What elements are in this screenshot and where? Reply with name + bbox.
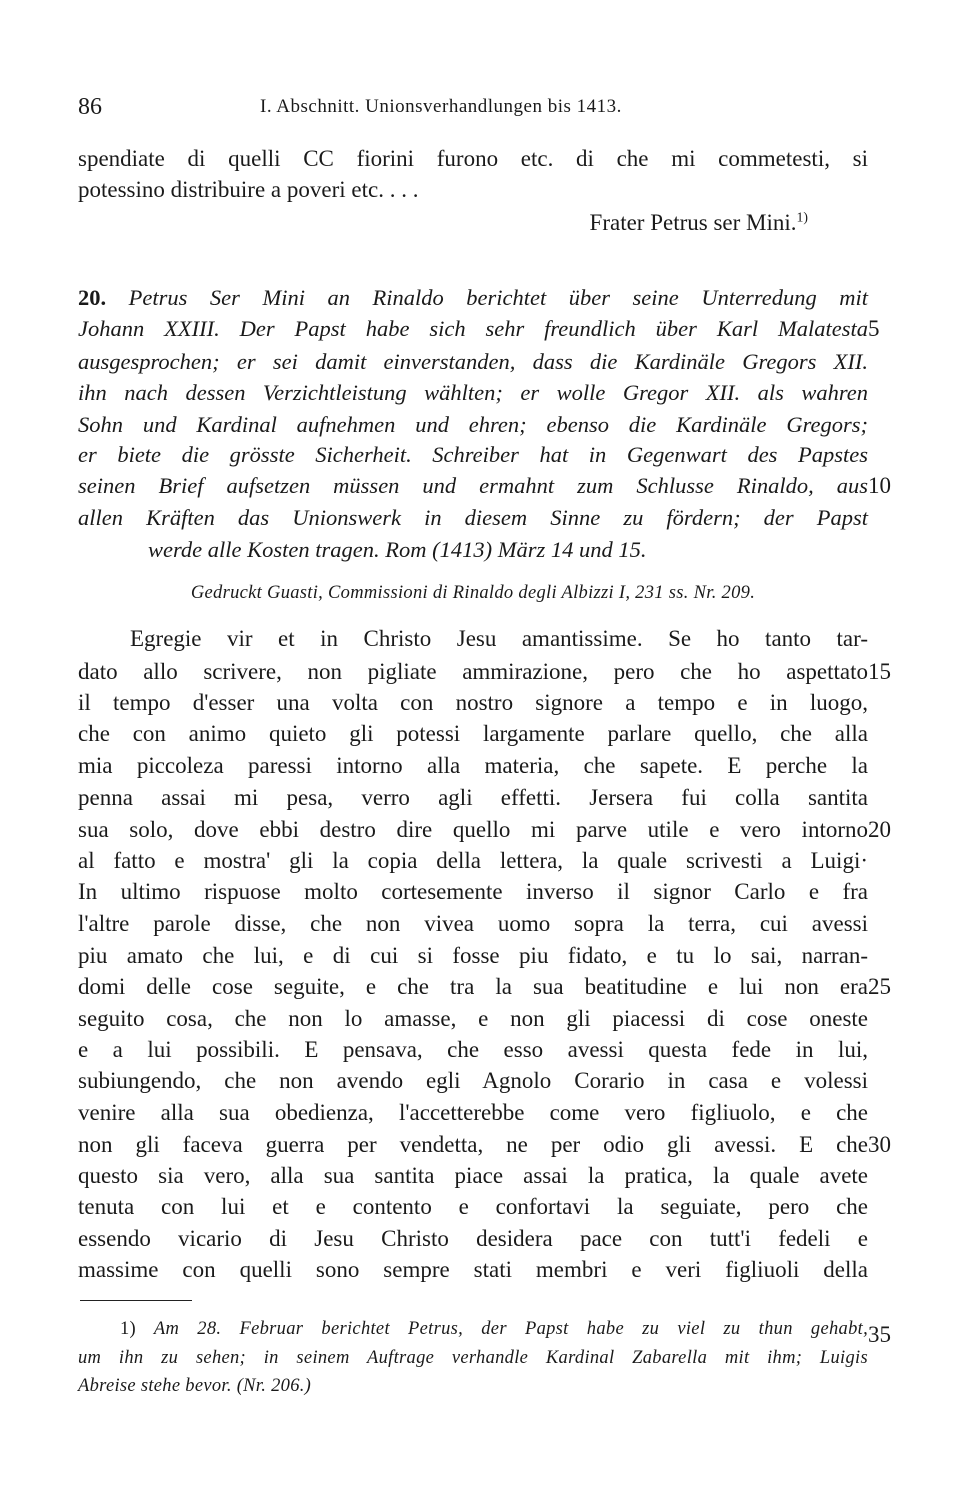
- line-number: 25: [868, 974, 891, 999]
- line-number: 30: [868, 1132, 891, 1157]
- text-line: sua solo, dove ebbi destro dire quello mi parve utile e vero intorno: [78, 817, 868, 842]
- regest-line: er biete die grösste Sicherheit. Schreiber hat in Gegenwart des Papstes: [78, 442, 868, 467]
- footnote-reference: 1): [796, 209, 808, 225]
- footnote-text: Am 28. Februar berichtet Petrus, der Papst habe zu viel zu thun gehabt,: [153, 1319, 868, 1339]
- footnote-line: Abreise stehe bevor. (Nr. 206.): [78, 1376, 312, 1396]
- footnote-line: um ihn zu sehen; in seinem Auftrage verhandle Kardinal Zabarella mit ihm; Luigis: [78, 1348, 868, 1368]
- text-line: Egregie vir et in Christo Jesu amantissime. Se ho tanto tar-: [130, 626, 868, 651]
- footnote-mark: 1): [120, 1319, 137, 1339]
- document-number: 20.: [78, 285, 107, 310]
- line-number: 20: [868, 817, 891, 842]
- regest-line: werde alle Kosten tragen. Rom (1413) März 14 und 15.: [148, 537, 647, 562]
- text-line: piu amato che lui, e di cui si fosse piu fidato, e tu lo sai, narran-: [78, 943, 868, 968]
- line-number: 10: [868, 473, 891, 498]
- text-line: questo sia vero, alla sua santita piace assai la pratica, la quale avete: [78, 1163, 868, 1188]
- footnote-rule: [80, 1300, 192, 1301]
- text-line: subiungendo, che non avendo egli Agnolo Corario in casa e volessi: [78, 1068, 868, 1093]
- text-line: spendiate di quelli CC fiorini furono etc. di che mi commetesti, si: [78, 146, 868, 171]
- text-line: l'altre parole disse, che non vivea uomo sopra la terra, cui avessi: [78, 911, 868, 936]
- regest-line: Johann XXIII. Der Papst habe sich sehr freundlich über Karl Malatesta: [78, 316, 868, 341]
- text-line: tenuta con lui et e contento e confortavi la seguiate, pero che: [78, 1194, 868, 1219]
- text-line: il tempo d'esser una volta con nostro signore a tempo e in luogo,: [78, 690, 868, 715]
- text-line: e a lui possibili. E pensava, che esso avessi questa fede in lui,: [78, 1037, 868, 1062]
- text-line: penna assai mi pesa, verro agli effetti. Jersera fui colla santita: [78, 785, 868, 810]
- line-number: 5: [868, 316, 880, 341]
- page-header: [78, 94, 868, 122]
- regest-line: Sohn und Kardinal aufnehmen und ehren; ebenso die Kardinäle Gregors;: [78, 412, 868, 437]
- regest-line: [78, 283, 868, 313]
- line-number: 35: [868, 1322, 891, 1347]
- running-head: I. Abschnitt. Unionsverhandlungen bis 1413.: [260, 96, 622, 117]
- text-line: al fatto e mostra' gli la copia della lettera, la quale scrivesti a Luigi·: [78, 848, 868, 873]
- regest-text: Petrus Ser Mini an Rinaldo berichtet über seine Unterredung mit: [128, 285, 868, 310]
- text-line: non gli faceva guerra per vendetta, ne per odio gli avessi. E che: [78, 1132, 868, 1157]
- signature: Frater Petrus ser Mini.: [589, 210, 797, 235]
- text-line: massime con quelli sono sempre stati membri e veri figliuoli della: [78, 1257, 868, 1282]
- text-line: potessino distribuire a poveri etc. . . .: [78, 177, 419, 202]
- regest-line: seinen Brief aufsetzen müssen und ermahnt zum Schlusse Rinaldo, aus: [78, 473, 868, 498]
- text-line: che con animo quieto gli potessi largamente parlare quello, che alla: [78, 721, 868, 746]
- text-line: seguito cosa, che non lo amasse, e non gli piacessi di cose oneste: [78, 1006, 868, 1031]
- text-line: dato allo scrivere, non pigliate ammirazione, pero che ho aspettato: [78, 659, 868, 684]
- text-line: venire alla sua obedienza, l'accetterebbe come vero figliuolo, e che: [78, 1100, 868, 1125]
- regest-line: allen Kräften das Unionswerk in diesem Sinne zu fördern; der Papst: [78, 505, 868, 530]
- line-number: 15: [868, 659, 891, 684]
- regest-line: ihn nach dessen Verzichtleistung wählten; er wolle Gregor XII. als wahren: [78, 380, 868, 405]
- signature-line: [78, 208, 808, 238]
- text-line: domi delle cose seguite, e che tra la sua beatitudine e lui non era: [78, 974, 868, 999]
- text-line: essendo vicario di Jesu Christo desidera pace con tutt'i fedeli e: [78, 1226, 868, 1251]
- regest-line: ausgesprochen; er sei damit einverstanden, dass die Kardinäle Gregors XII.: [78, 349, 868, 374]
- text-line: mia piccoleza paressi intorno alla materia, che sapete. E perche la: [78, 753, 868, 778]
- footnote-line: [120, 1316, 868, 1343]
- text-line: In ultimo rispuose molto cortesemente inverso il signor Carlo e fra: [78, 879, 868, 904]
- print-reference: Gedruckt Guasti, Commissioni di Rinaldo degli Albizzi I, 231 ss. Nr. 209.: [190, 583, 756, 603]
- page-number: 86: [78, 94, 102, 120]
